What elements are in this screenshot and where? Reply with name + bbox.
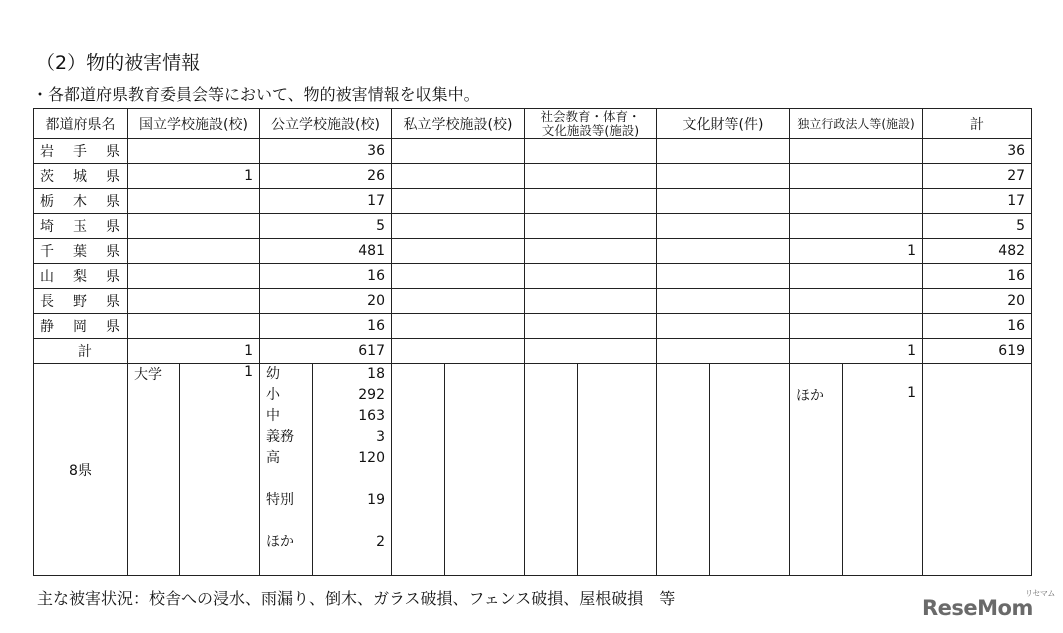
cell-cultural [657,189,790,214]
detail-social-b [578,364,657,576]
cell-private [392,314,525,339]
cell-social [525,314,657,339]
pref-char: 県 [106,244,120,260]
cell-independent: 1 [790,239,923,264]
cell-total: 27 [923,164,1032,189]
cell-independent [790,314,923,339]
cell-independent [790,189,923,214]
cell-private [392,164,525,189]
pref-char: 岩 [40,144,54,160]
section-title: （2）物的被害情報 [36,52,201,74]
pref-char: 県 [106,194,120,210]
resemom-logo [922,589,1055,620]
pref-char: 県 [106,269,120,285]
cell-total: 5 [923,214,1032,239]
pref-name [34,214,128,239]
table-row [34,289,1032,314]
pref-char: 茨 [40,169,54,185]
cell-cultural [657,264,790,289]
totals-row [34,339,1032,364]
public-breakdown-value [319,511,385,532]
pref-char: 野 [73,294,87,310]
cell-national [128,139,260,164]
cell-national: 1 [128,164,260,189]
cell-national [128,289,260,314]
cell-cultural [657,139,790,164]
detail-total [923,364,1032,576]
cell-cultural [657,314,790,339]
cell-independent [790,139,923,164]
header-social-line2: 文化施設等(施設) [541,122,640,138]
cell-social [525,239,657,264]
public-breakdown-label: 高 [266,450,280,466]
detail-row [34,364,1032,576]
public-breakdown-value: 19 [367,492,385,508]
header-independent: 独立行政法人等(施設) [790,109,923,139]
pref-char: 県 [106,219,120,235]
detail-national-value: 1 [180,364,260,576]
header-cultural: 文化財等(件) [657,109,790,139]
cell-national [128,314,260,339]
public-breakdown-value: 18 [367,366,385,382]
cell-public: 16 [260,264,392,289]
cell-social [525,139,657,164]
header-total: 計 [923,109,1032,139]
public-breakdown-value: 3 [376,429,385,445]
totals-label: 計 [34,339,128,364]
cell-total: 17 [923,189,1032,214]
cell-private [392,289,525,314]
cell-social [525,164,657,189]
cell-total: 36 [923,139,1032,164]
cell-private [392,239,525,264]
logo-sup: リセマム [1024,589,1055,598]
cell-cultural [657,164,790,189]
pref-char: 長 [40,294,54,310]
pref-name [34,264,128,289]
cell-private [392,264,525,289]
pref-name [34,289,128,314]
public-breakdown-label: 特別 [266,492,294,508]
header-private: 私立学校施設(校) [392,109,525,139]
cell-total: 20 [923,289,1032,314]
public-breakdown-label: 中 [266,408,280,424]
public-breakdown-value: 120 [358,450,385,466]
cell-national [128,239,260,264]
cell-public: 481 [260,239,392,264]
detail-national-label: 大学 [128,364,180,576]
table-row [34,164,1032,189]
pref-char: 栃 [40,194,54,210]
pref-name [34,239,128,264]
cell-cultural [657,214,790,239]
table-row [34,264,1032,289]
pref-char: 山 [40,269,54,285]
cell-private [392,189,525,214]
pref-name [34,314,128,339]
totals-total: 619 [923,339,1032,364]
detail-independent-value [843,364,923,576]
cell-national [128,264,260,289]
public-breakdown-label: 義務 [266,429,294,445]
pref-char: 静 [40,319,54,335]
cell-cultural [657,289,790,314]
header-social-line1: 社会教育・体育・ [540,108,641,124]
detail-independent-value-text: 1 [907,385,917,401]
totals-independent: 1 [790,339,923,364]
pref-char: 梨 [73,269,87,285]
detail-cultural-b [710,364,790,576]
public-breakdown-label: 幼 [266,366,280,382]
damage-footnote: 主な被害状況：校舎への浸水、雨漏り、倒木、ガラス破損、フェンス破損、屋根破損 等 [37,589,676,608]
cell-independent [790,289,923,314]
cell-total: 482 [923,239,1032,264]
totals-national: 1 [128,339,260,364]
totals-public: 617 [260,339,392,364]
detail-public-values [313,364,392,576]
detail-independent-label [790,364,843,576]
pref-char: 県 [106,169,120,185]
table-row [34,214,1032,239]
cell-public: 17 [260,189,392,214]
detail-pref: 8県 [34,364,128,576]
cell-public: 36 [260,139,392,164]
public-breakdown-label [266,511,306,532]
cell-total: 16 [923,264,1032,289]
detail-public-labels [260,364,313,576]
cell-independent [790,264,923,289]
table-row [34,189,1032,214]
cell-public: 16 [260,314,392,339]
pref-char: 玉 [73,219,87,235]
cell-total: 16 [923,314,1032,339]
public-breakdown-label: ほか [266,534,294,550]
detail-private-a [392,364,445,576]
cell-social [525,289,657,314]
cell-cultural [657,239,790,264]
pref-char: 県 [106,294,120,310]
table-row [34,314,1032,339]
public-breakdown-label: 小 [266,387,280,403]
header-row [34,109,1032,139]
cell-independent [790,214,923,239]
cell-public: 20 [260,289,392,314]
totals-cultural [657,339,790,364]
detail-independent-label-text: ほか [796,388,825,404]
cell-social [525,214,657,239]
cell-social [525,264,657,289]
section-subtitle: ・各都道府県教育委員会等において、物的被害情報を収集中。 [32,85,480,104]
cell-public: 26 [260,164,392,189]
cell-independent [790,164,923,189]
pref-char: 木 [73,194,87,210]
pref-name [34,189,128,214]
pref-char: 県 [106,319,120,335]
cell-national [128,189,260,214]
header-pref: 都道府県名 [34,109,128,139]
cell-national [128,214,260,239]
pref-name [34,164,128,189]
header-social [525,109,657,139]
pref-char: 県 [106,144,120,160]
public-breakdown-value [319,469,385,490]
public-breakdown-value: 292 [358,387,385,403]
damage-table [33,108,1032,576]
header-public: 公立学校施設(校) [260,109,392,139]
detail-cultural-a [657,364,710,576]
cell-private [392,139,525,164]
totals-private [392,339,525,364]
cell-social [525,189,657,214]
pref-char: 葉 [73,244,87,260]
public-breakdown-value: 163 [358,408,385,424]
header-national: 国立学校施設(校) [128,109,260,139]
cell-public: 5 [260,214,392,239]
pref-char: 埼 [40,219,54,235]
pref-char: 城 [73,169,87,185]
pref-char: 千 [40,244,54,260]
public-breakdown-value: 2 [376,534,385,550]
pref-name [34,139,128,164]
pref-char: 岡 [73,319,87,335]
totals-social [525,339,657,364]
table-row [34,139,1032,164]
public-breakdown-label [266,469,306,490]
pref-char: 手 [73,144,87,160]
detail-private-b [445,364,525,576]
detail-social-a [525,364,578,576]
logo-text: ReseMom [922,596,1033,620]
cell-private [392,214,525,239]
table-row [34,239,1032,264]
